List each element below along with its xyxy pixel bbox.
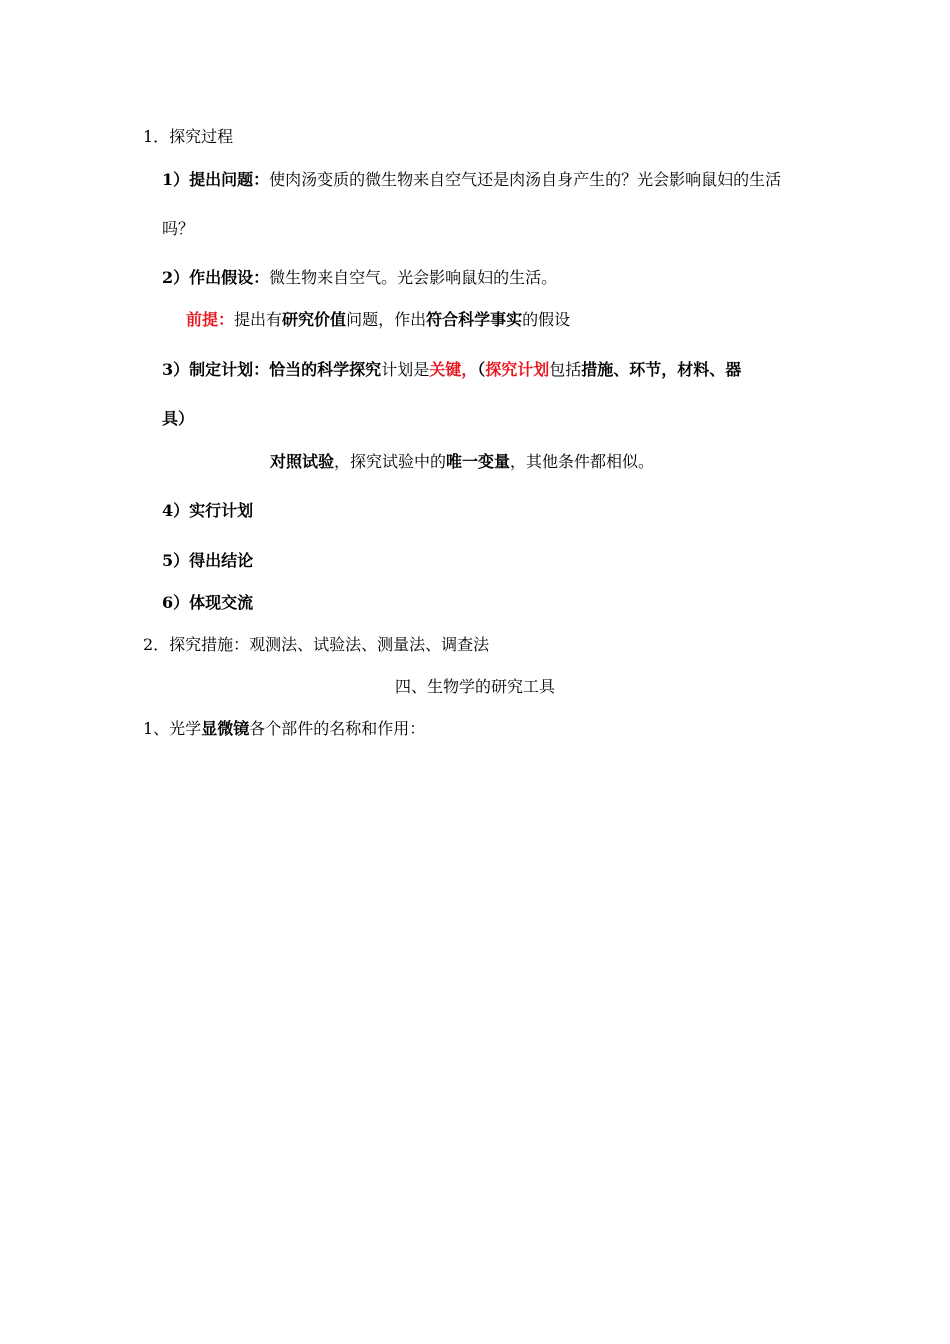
step-5-conclusion [162, 551, 253, 571]
step-3-b3: 措施、环节，材料、器 [581, 360, 742, 379]
control-t2: ，其他条件都相似。 [510, 452, 655, 471]
premise-t1: 提出有 [234, 310, 283, 329]
item-microscope-b1: 显微镜 [201, 719, 250, 738]
step-4-implement [162, 501, 253, 521]
step-2-colon: ： [253, 268, 270, 287]
step-2-label: 作出假设 [189, 268, 254, 287]
step-3-b1: 恰当的科学探究 [269, 360, 382, 379]
premise-b1: 研究价值 [282, 310, 347, 329]
item-microscope [143, 719, 425, 739]
section-title-tools [0, 677, 950, 697]
step-1-colon: ： [253, 170, 270, 189]
step-1-question [162, 170, 781, 190]
step-1-question-cont [162, 219, 194, 239]
item-microscope-t2: 各个部件的名称和作用： [249, 719, 426, 738]
step-2-hypothesis [162, 268, 557, 288]
section-title-tools-text: 四、生物学的研究工具 [394, 677, 555, 696]
step-2-text: 微生物来自空气。光会影响鼠妇的生活。 [269, 268, 558, 287]
step-3-plan [162, 360, 741, 380]
control-b1: 对照试验 [270, 452, 335, 471]
step-1-text-cont: 吗？ [162, 219, 195, 238]
section-heading-methods [143, 635, 489, 655]
step-3-label: 制定计划 [189, 360, 254, 379]
step-3-t2: 包括 [549, 360, 582, 379]
section-heading-process-text: 1．探究过程 [143, 127, 234, 146]
section-heading-methods-text: 2．探究措施：观测法、试验法、测量法、调查法 [143, 635, 490, 654]
premise-t2: 问题，作出 [346, 310, 427, 329]
premise-colon: ： [218, 310, 235, 329]
step-1-text: 使肉汤变质的微生物来自空气还是肉汤自身产生的？光会影响鼠妇的生活 [269, 170, 782, 189]
step-3-plan-cont [162, 409, 194, 429]
control-t1: ，探究试验中的 [334, 452, 447, 471]
section-heading-process [143, 127, 233, 147]
control-experiment-line [270, 452, 654, 472]
item-microscope-t1: 1、光学 [143, 719, 202, 738]
step-3-line2: 具） [162, 409, 195, 428]
step-3-b2: （ [477, 360, 486, 379]
premise-line [186, 310, 570, 330]
step-4-text: 4）实行计划 [162, 501, 254, 520]
step-6-text: 6）体现交流 [162, 593, 254, 612]
premise-label: 前提 [186, 310, 219, 329]
step-3-num: 3） [162, 360, 190, 379]
step-3-t1: 计划是 [381, 360, 430, 379]
control-b2: 唯一变量 [446, 452, 511, 471]
step-5-text: 5）得出结论 [162, 551, 254, 570]
premise-t3: 的假设 [522, 310, 571, 329]
step-6-exchange [162, 593, 253, 613]
step-1-num: 1） [162, 170, 190, 189]
step-3-r2: 探究计划 [485, 360, 550, 379]
step-1-label: 提出问题 [189, 170, 254, 189]
step-2-num: 2） [162, 268, 190, 287]
step-3-colon: ： [253, 360, 270, 379]
step-3-r1: 关键， [429, 360, 478, 379]
premise-b2: 符合科学事实 [426, 310, 523, 329]
